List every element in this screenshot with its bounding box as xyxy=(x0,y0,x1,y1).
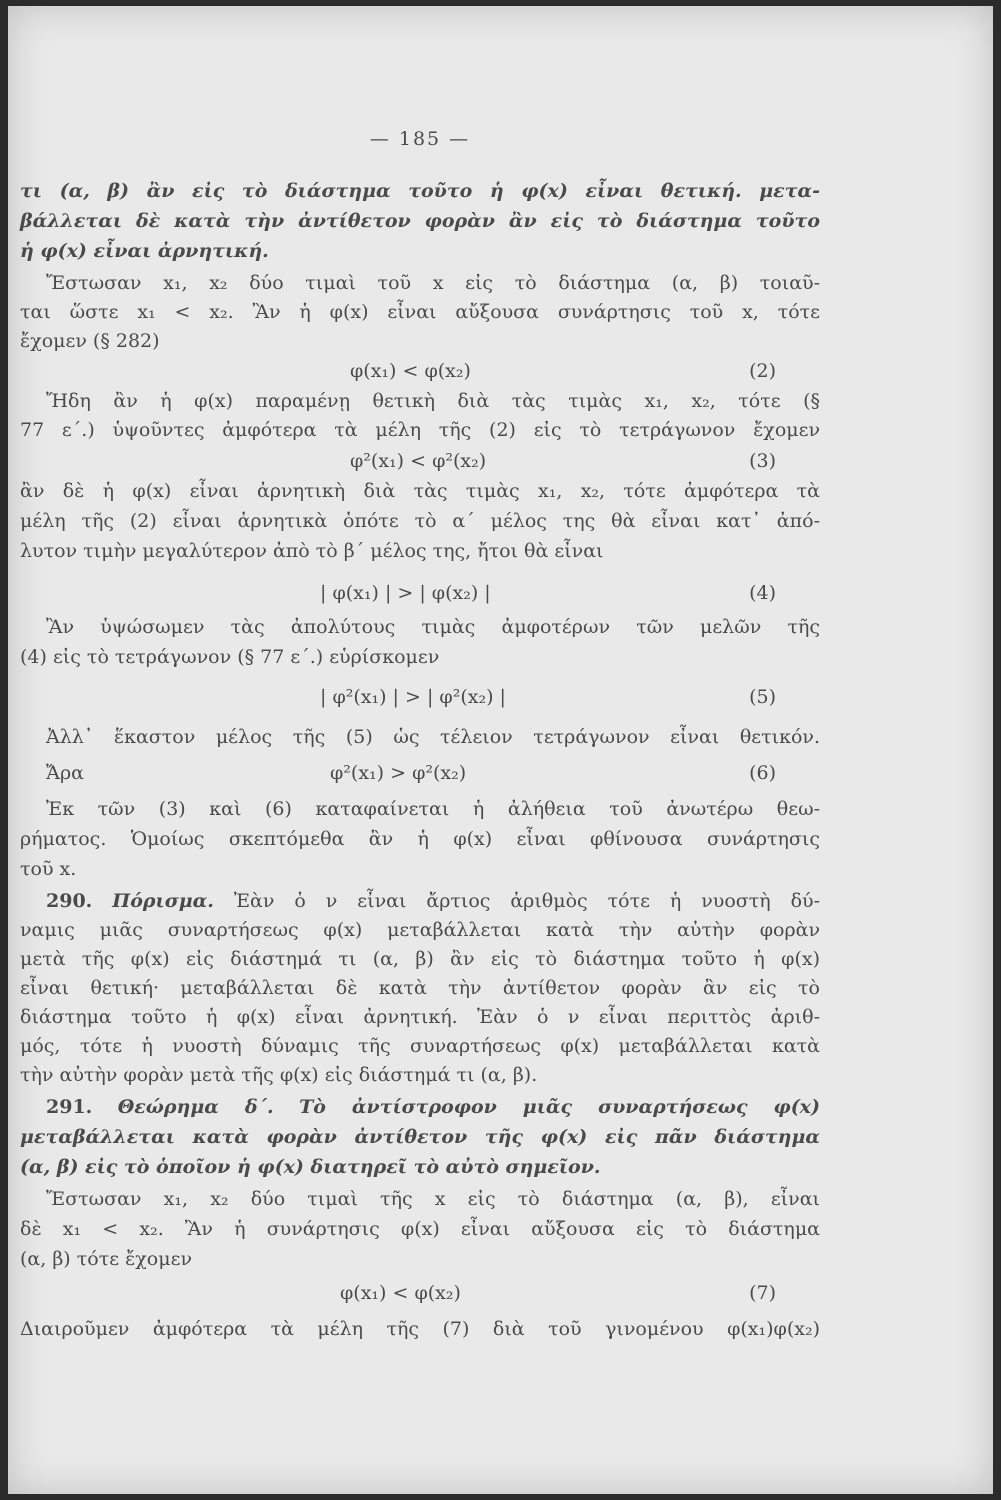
equation-3 xyxy=(20,446,820,476)
text-line: μός, τότε ἡ νυοστὴ δύναμις τῆς συναρτήσεως φ(x) μεταβάλλεται κατὰ xyxy=(20,1035,820,1057)
text-line: Ἀλλ᾽ ἕκαστον μέλος τῆς (5) ὡς τέλειον τετράγωνον εἶναι θετικόν. xyxy=(46,726,820,748)
text-line: 77 ε΄.) ὑψοῦντες ἀμφότερα τὰ μέλη τῆς (2) εἰς τὸ τετράγωνον ἔχομεν xyxy=(20,419,820,441)
text-line: δὲ x₁ < x₂. Ἂν ἡ συνάρτησις φ(x) εἶναι αὔξουσα εἰς τὸ διάστημα xyxy=(20,1218,820,1240)
equation-expression: φ(x₁) < φ(x₂) xyxy=(350,360,471,382)
text-line: ρήματος. Ὁμοίως σκεπτόμεθα ἂν ἡ φ(x) εἶναι φθίνουσα συνάρτησις xyxy=(20,828,820,850)
text-line: Ἤδη ἂν ἡ φ(x) παραμένῃ θετικὴ διὰ τὰς τιμὰς x₁, x₂, τότε (§ xyxy=(46,390,820,412)
text-line: διάστημα τοῦτο ἡ φ(x) εἶναι ἀρνητική. Ἐὰν ὁ ν εἶναι περιττὸς ἀριθ- xyxy=(20,1006,820,1028)
equation-number: (2) xyxy=(749,360,776,382)
text-line: ἔχομεν (§ 282) xyxy=(20,330,160,352)
section-title: Θεώρημα δ΄. xyxy=(117,1096,274,1118)
equation-4 xyxy=(20,578,820,608)
equation-6 xyxy=(20,758,820,788)
page-number: — 185 — xyxy=(369,128,471,150)
equation-number: (5) xyxy=(749,686,776,708)
section-number: 290. xyxy=(46,890,93,912)
equation-number: (6) xyxy=(749,762,776,784)
text-line: τι (α, β) ἂν εἰς τὸ διάστημα τοῦτο ἡ φ(x) εἶναι θετική. μετα- xyxy=(20,180,820,202)
text-line: (4) εἰς τὸ τετράγωνον (§ 77 ε΄.) εὑρίσκομεν xyxy=(20,646,440,668)
equation-5 xyxy=(20,682,820,712)
section-title: Πόρισμα. xyxy=(112,890,214,912)
text-line: Ἔστωσαν x₁, x₂ δύο τιμαὶ τοῦ x εἰς τὸ διάστημα (α, β) τοιαῦ- xyxy=(46,272,820,294)
text-line: ἡ φ(x) εἶναι ἀρνητική. xyxy=(20,240,269,262)
text-line: ται ὥστε x₁ < x₂. Ἂν ἡ φ(x) εἶναι αὔξουσα συνάρτησις τοῦ x, τότε xyxy=(20,301,820,323)
section-number: 291. xyxy=(46,1096,93,1118)
section-290-heading-line xyxy=(20,886,820,916)
book-page xyxy=(8,6,993,1494)
text-line: βάλλεται δὲ κατὰ τὴν ἀντίθετον φορὰν ἂν εἰς τὸ διάστημα τοῦτο xyxy=(20,210,820,232)
text-line: τὴν αὐτὴν φορὰν μετὰ τῆς φ(x) εἰς διάστημά τι (α, β). xyxy=(20,1064,538,1086)
equation-7 xyxy=(20,1278,820,1308)
section-text: Τὸ ἀντίστροφον μιᾶς συναρτήσεως φ(x) xyxy=(299,1096,820,1118)
text-line: ναμις μιᾶς συναρτήσεως φ(x) μεταβάλλεται κατὰ τὴν αὐτὴν φορὰν xyxy=(20,919,820,941)
text-line: μέλη τῆς (2) εἶναι ἀρνητικὰ ὁπότε τὸ α΄ μέλος της θὰ εἶναι κατ᾽ ἀπό- xyxy=(20,510,820,532)
text-line: μετὰ τῆς φ(x) εἰς διάστημά τι (α, β) ἂν εἰς τὸ διάστημα τοῦτο ἡ φ(x) xyxy=(20,948,820,970)
text-line: Ἔστωσαν x₁, x₂ δύο τιμαὶ τῆς x εἰς τὸ διάστημα (α, β), εἶναι xyxy=(46,1188,820,1210)
equation-2 xyxy=(20,356,820,386)
text-line: ἂν δὲ ἡ φ(x) εἶναι ἀρνητικὴ διὰ τὰς τιμὰς x₁, x₂, τότε ἀμφότερα τὰ xyxy=(20,480,820,502)
equation-expression: | φ(x₁) | > | φ(x₂) | xyxy=(320,582,491,604)
equation-expression: φ²(x₁) < φ²(x₂) xyxy=(350,450,487,472)
equation-lead-word: Ἄρα xyxy=(46,762,84,784)
equation-number: (4) xyxy=(749,582,776,604)
section-text: Ἐὰν ὁ ν εἶναι ἄρτιος ἀριθμὸς τότε ἡ νυοστὴ δύ- xyxy=(233,890,821,912)
text-line: Ἐκ τῶν (3) καὶ (6) καταφαίνεται ἡ ἀλήθεια τοῦ ἀνωτέρω θεω- xyxy=(46,798,820,820)
text-line: τοῦ x. xyxy=(20,858,77,880)
text-line: εἶναι θετική· μεταβάλλεται δὲ κατὰ τὴν ἀντίθετον φορὰν ἂν εἰς τὸ xyxy=(20,977,820,999)
equation-number: (7) xyxy=(749,1282,776,1304)
text-line: Ἂν ὑψώσωμεν τὰς ἀπολύτους τιμὰς ἀμφοτέρων τῶν μελῶν τῆς xyxy=(46,616,820,638)
section-291-heading-line xyxy=(20,1092,820,1122)
text-line: Διαιροῦμεν ἀμφότερα τὰ μέλη τῆς (7) διὰ τοῦ γινομένου φ(x₁)φ(x₂) xyxy=(20,1318,820,1340)
equation-expression: φ²(x₁) > φ²(x₂) xyxy=(330,762,467,784)
text-line: (α, β) εἰς τὸ ὁποῖον ἡ φ(x) διατηρεῖ τὸ αὐτὸ σημεῖον. xyxy=(20,1156,601,1178)
equation-expression: φ(x₁) < φ(x₂) xyxy=(340,1282,461,1304)
text-line: λυτον τιμὴν μεγαλύτερον ἀπὸ τὸ β΄ μέλος της, ἤτοι θὰ εἶναι xyxy=(20,540,604,562)
equation-number: (3) xyxy=(749,450,776,472)
equation-expression: | φ²(x₁) | > | φ²(x₂) | xyxy=(320,686,506,708)
text-line: (α, β) τότε ἔχομεν xyxy=(20,1248,192,1270)
text-line: μεταβάλλεται κατὰ φορὰν ἀντίθετον τῆς φ(x) εἰς πᾶν διάστημα xyxy=(20,1126,820,1148)
